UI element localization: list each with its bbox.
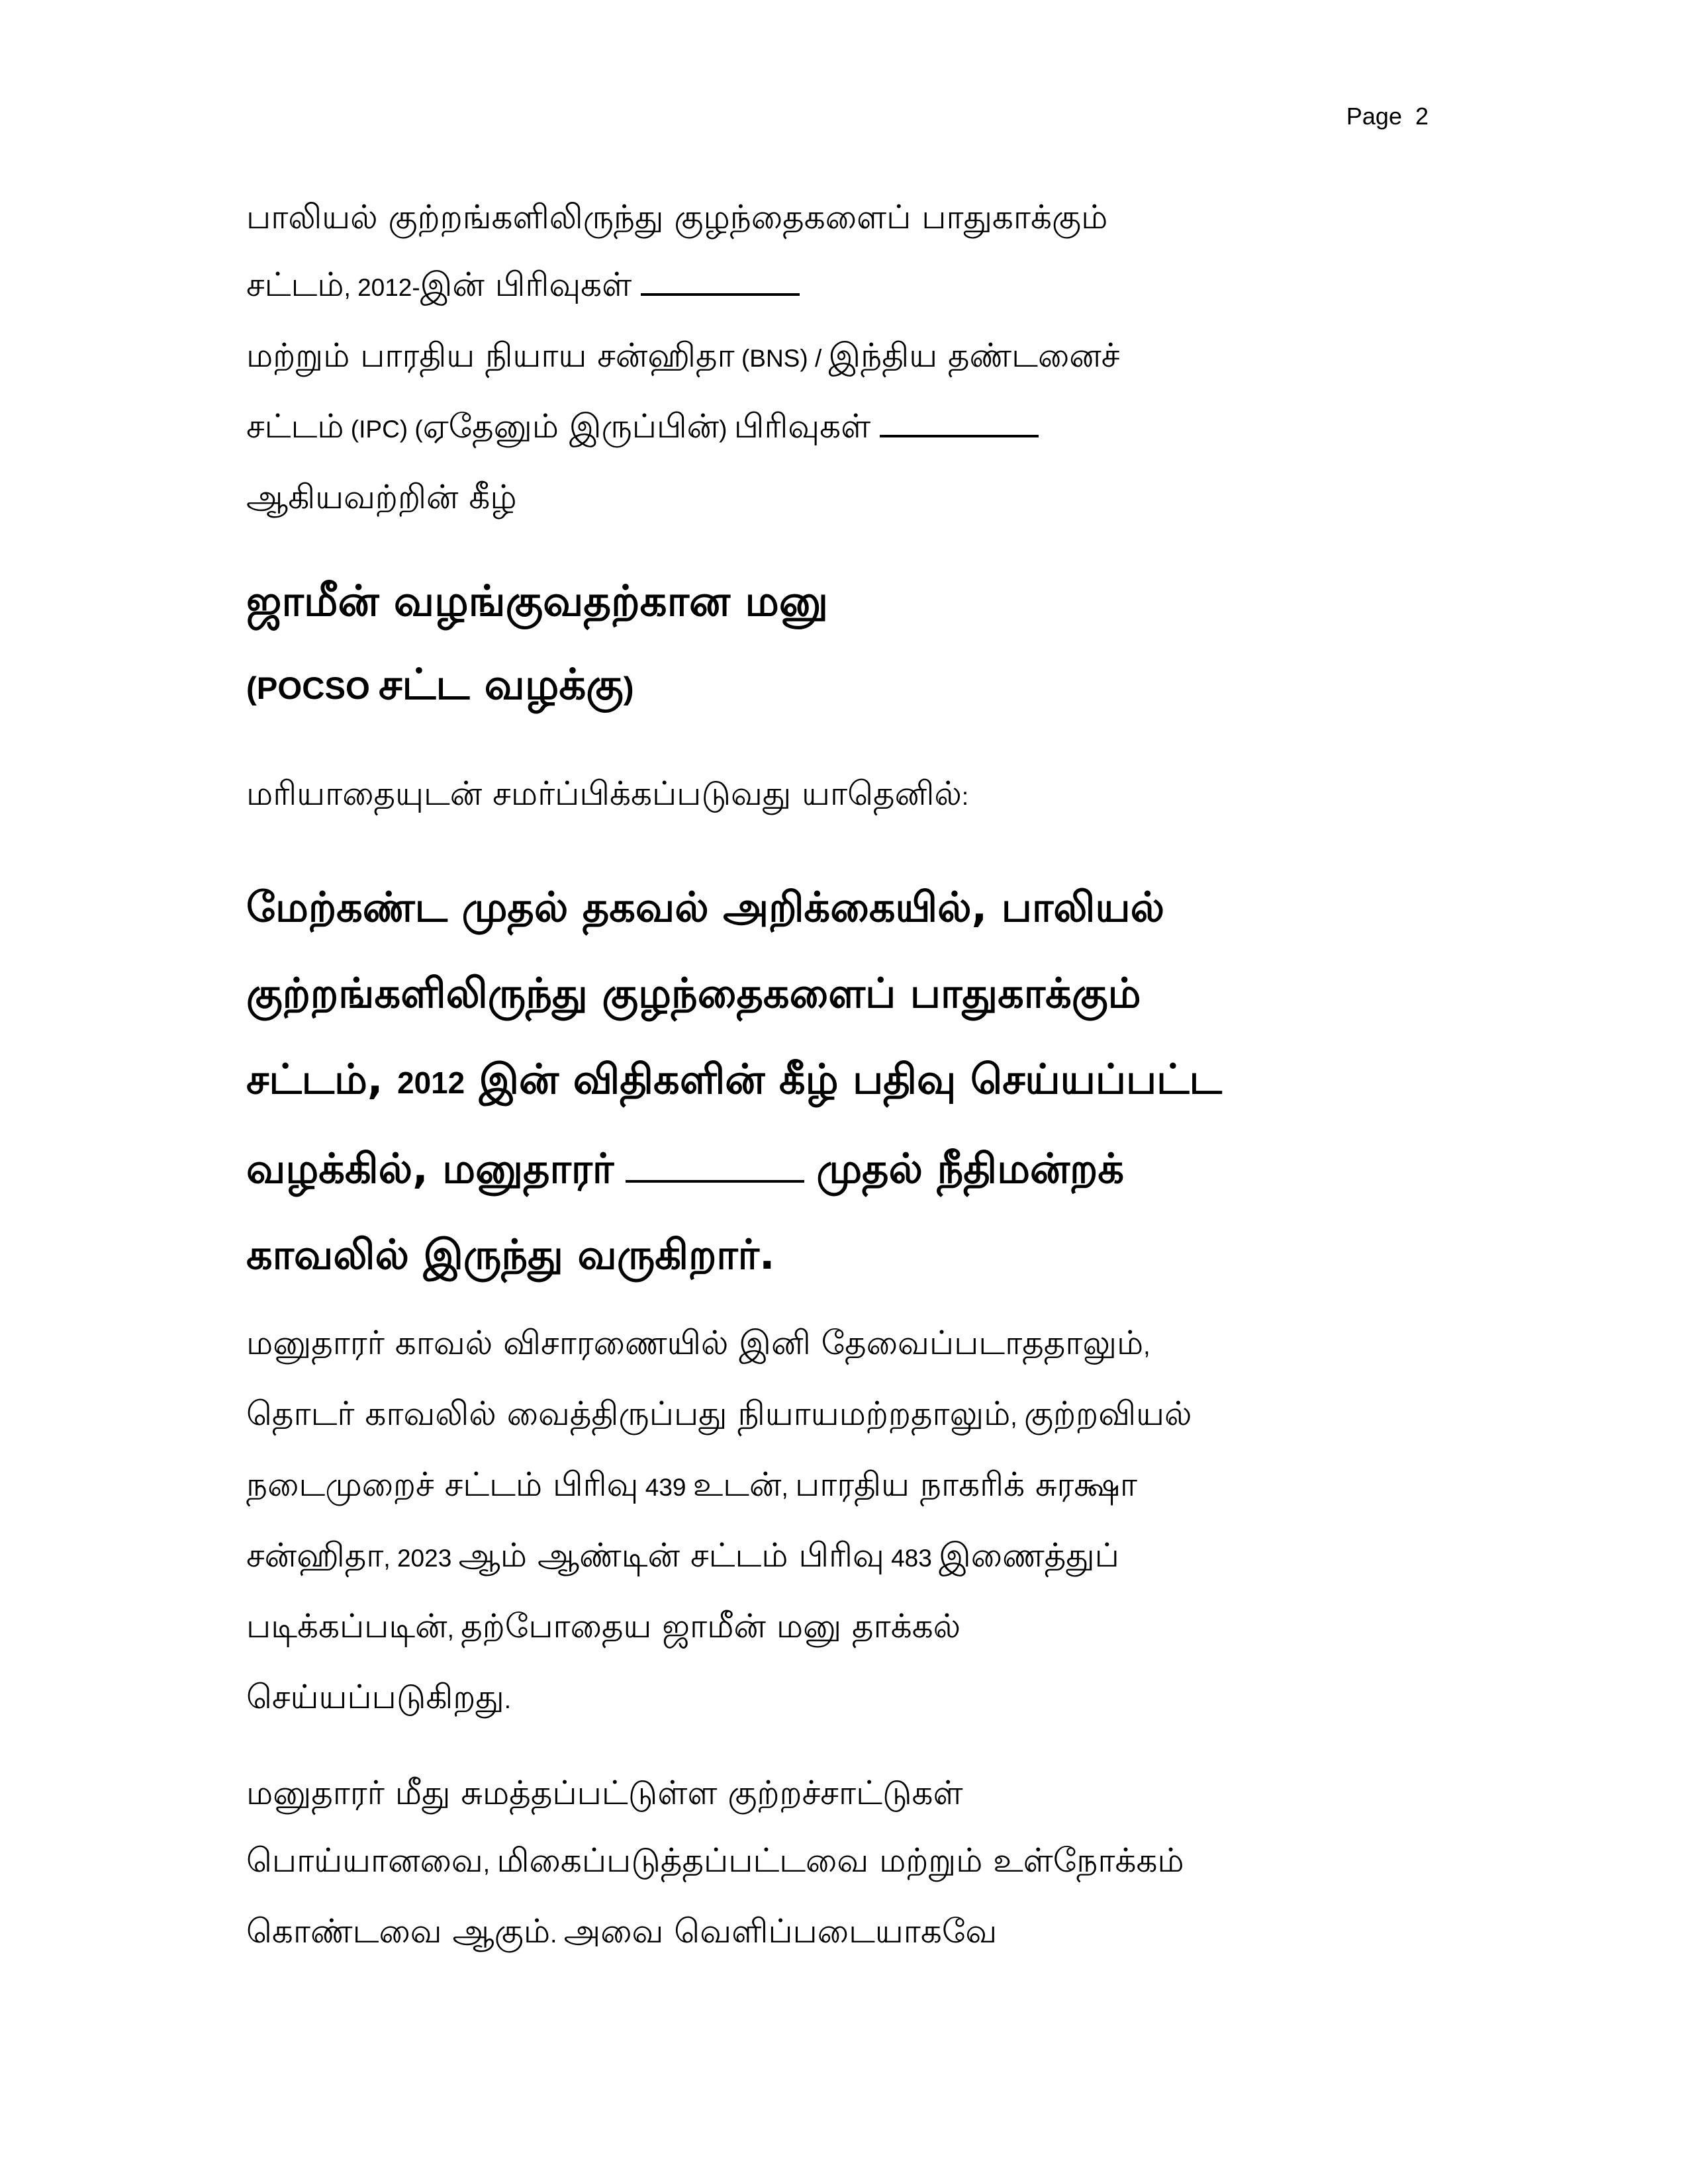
heading-subtitle: (POCSO சட்ட வழக்கு) (246, 660, 634, 709)
heading-title: ஜாமீன் வழங்குவதற்கான மனு (246, 577, 829, 626)
bns-ipc-sections-blank (880, 405, 1039, 437)
custody-line-4: வழக்கில், மனுதாரர் முதல் நீதிமன்றக் (246, 1144, 1124, 1193)
document-heading (246, 560, 1451, 731)
custody-line-5: காவலில் இருந்து வருகிறார். (246, 1230, 775, 1279)
intro-line-2: சட்டம், 2012-இன் பிரிவுகள் (246, 251, 1451, 322)
bail-grounds-paragraph: மனுதாரர் காவல் விசாரணையில் இனி தேவைப்படாததாலும், தொடர் காவலில் வைத்திருப்பது நியாயமற்றதாலும், குற்றவியல் நடைமுறைச் சட்டம் பிரிவு 439 உடன், பாரதிய நாகரிக் சுரக்ஷா சன்ஹிதா, 2023 ஆம் ஆண்டின் சட்டம் பிரிவு 483 இணைத்துப் படிக்கப்படின், தற்போதைய ஜாமீன் மனு தாக்கல் செய்யப்படுகிறது. (246, 1324, 1192, 1716)
statute-sections-intro (246, 183, 1451, 531)
page-number: Page 2 (1346, 103, 1429, 130)
intro-line-5: ஆகியவற்றின் கீழ் (246, 478, 517, 516)
custody-line-3: சட்டம், 2012 இன் விதிகளின் கீழ் பதிவு செய்யப்பட்ட (246, 1055, 1222, 1103)
intro-line-4: சட்டம் (IPC) (ஏதேனும் இருப்பின்) பிரிவுகள் (246, 392, 1451, 463)
allegations-paragraph: மனுதாரர் மீது சுமத்தப்பட்டுள்ள குற்றச்சாட்டுகள் பொய்யானவை, மிகைப்படுத்தப்பட்டவை மற்றும் உள்நோக்கம் கொண்டவை ஆகும். அவை வெளிப்படையாகவே (246, 1774, 1184, 1950)
intro-line-3: மற்றும் பாரதிய நியாய சன்ஹிதா (BNS) / இந்திய தண்டனைச் (246, 336, 1120, 375)
custody-paragraph (246, 864, 1451, 1298)
pocso-sections-blank (641, 263, 800, 296)
intro-line-1: பாலியல் குற்றங்களிலிருந்து குழந்தைகளைப் பாதுகாக்கும் (246, 198, 1108, 236)
custody-line-2: குற்றங்களிலிருந்து குழந்தைகளைப் பாதுகாக்கும் (246, 969, 1141, 1017)
submission-statement: மரியாதையுடன் சமர்ப்பிக்கப்படுவது யாதெனில்: (246, 774, 969, 813)
custody-date-blank (626, 1143, 804, 1183)
custody-line-1: மேற்கண்ட முதல் தகவல் அறிக்கையில், பாலியல் (246, 883, 1165, 931)
